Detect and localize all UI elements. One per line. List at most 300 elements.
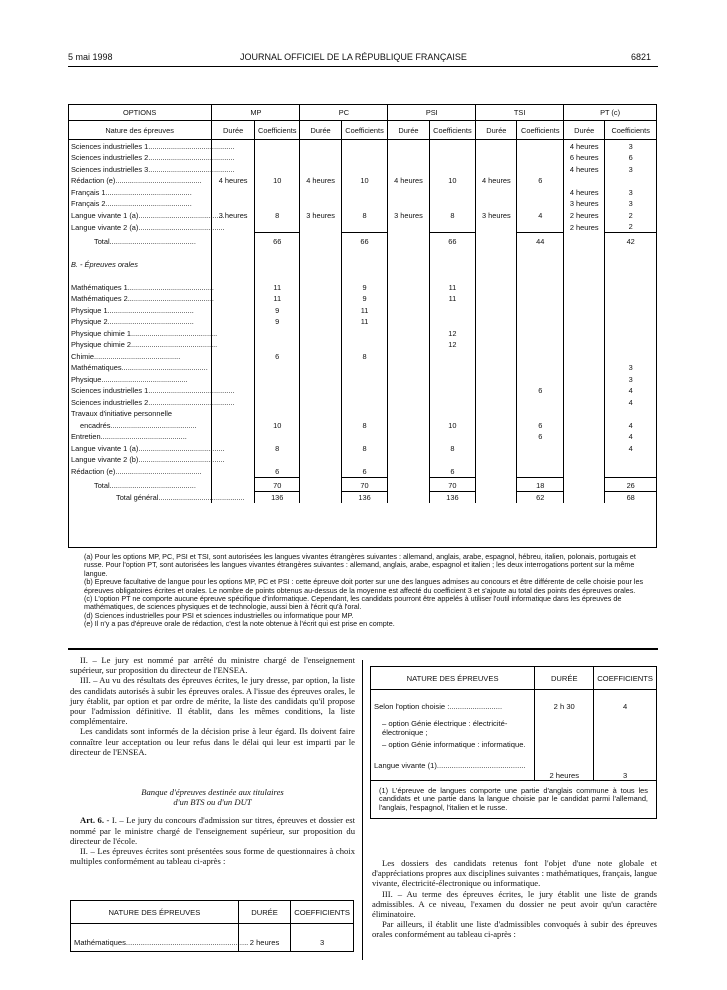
footnote-e: (e) Il n'y a pas d'épreuve orale de rédaction, c'est la note obtenue à l'écrit qui est prise en compte. [84, 619, 395, 629]
coef-cell: 6 [255, 465, 300, 477]
coef-header: Coefficients [429, 121, 476, 140]
duree-cell [564, 258, 605, 270]
duree-cell [476, 491, 517, 503]
duree-cell [300, 362, 341, 374]
coef-cell: 11 [255, 293, 300, 305]
duree-cell [476, 477, 517, 491]
table-row [68, 175, 656, 187]
coef-cell [517, 408, 564, 420]
qcm-coef-header: COEFFICIENTS [291, 901, 354, 924]
column-divider [362, 660, 363, 960]
coef-cell: 6 [255, 350, 300, 362]
duree-cell [212, 247, 255, 259]
coef-cell: 6 [341, 465, 388, 477]
coef-cell: 8 [255, 209, 300, 221]
duree-cell: 3 heures [300, 209, 341, 221]
coef-cell: 11 [255, 281, 300, 293]
row-label: Sciences industrielles 2.......................................... [71, 397, 235, 407]
coef-cell: 12 [429, 339, 476, 351]
coef-cell: 2 [605, 221, 656, 233]
coef-cell: 3 [605, 362, 656, 374]
duree-cell [388, 281, 429, 293]
duree-header: Durée [212, 121, 255, 140]
coef-cell [429, 362, 476, 374]
duree-cell [564, 339, 605, 351]
coef-cell [341, 152, 388, 164]
table-row [68, 396, 656, 408]
coef-cell [341, 327, 388, 339]
paragraph: Les dossiers des candidats retenus font l'objet d'une note globale et d'appréciations propres aux disciplines suivantes : mathématiques, français, langue vivante, électricité-électronique ou informatique. [372, 858, 657, 889]
coef-cell [341, 198, 388, 210]
coef-cell [341, 431, 388, 443]
table-row [68, 304, 656, 316]
duree-cell [300, 316, 341, 328]
duree-cell [564, 385, 605, 397]
duree-cell: 3 heures [388, 209, 429, 221]
duree-cell: 6 heures [564, 152, 605, 164]
row-label: Total général.......................................... [116, 493, 245, 502]
coef-cell: 2 [605, 209, 656, 221]
coef-cell [429, 270, 476, 282]
duree-cell [300, 396, 341, 408]
duree-cell [476, 304, 517, 316]
article-text: - I. – Le jury du concours d'admission sur titres, épreuves et dossier est nommé par le ministre chargé de l'enseignement supérieur, sur proposition du directeur de l'école. [70, 815, 356, 846]
coef-cell [255, 431, 300, 443]
coef-cell: 11 [341, 304, 388, 316]
coef-header: Coefficients [605, 121, 656, 140]
row-label: Chimie.......................................... [71, 351, 181, 361]
coef-cell [605, 247, 656, 259]
duree-cell [300, 408, 341, 420]
coef-cell: 8 [341, 419, 388, 431]
table-row [68, 385, 656, 397]
main-exam-table [68, 104, 656, 503]
duree-cell [564, 362, 605, 374]
coef-cell [429, 316, 476, 328]
duree-cell [388, 373, 429, 385]
table-row [68, 233, 656, 247]
coef-cell [605, 350, 656, 362]
section-heading: Banque d'épreuves destinée aux titulaires [141, 787, 284, 798]
coef-cell [341, 247, 388, 259]
duree-cell [388, 293, 429, 305]
coef-cell [341, 408, 388, 420]
coef-cell [255, 362, 300, 374]
header-rule [68, 66, 658, 67]
row-label: Langue vivante 1 (a).......................................... [71, 443, 225, 453]
row-label: Rédaction (e).......................................... [71, 176, 202, 185]
duree-cell [212, 198, 255, 210]
coef-cell [517, 163, 564, 175]
coef-cell [429, 152, 476, 164]
duree-cell [476, 327, 517, 339]
duree-cell [212, 465, 255, 477]
section-rule [68, 648, 658, 650]
coef-cell: 6 [517, 419, 564, 431]
coef-cell [341, 258, 388, 270]
coef-cell [255, 152, 300, 164]
duree-cell [476, 431, 517, 443]
coef-cell [429, 163, 476, 175]
duree-cell: 4 heures [564, 140, 605, 152]
coef-cell [429, 198, 476, 210]
duree-cell [476, 221, 517, 233]
duree-cell: 4 heures [564, 163, 605, 175]
coef-cell [341, 373, 388, 385]
duree-cell [388, 350, 429, 362]
coef-cell [255, 163, 300, 175]
duree-cell [564, 454, 605, 466]
duree-cell: 4 heures [300, 175, 341, 187]
coef-cell: 9 [341, 293, 388, 305]
coef-cell: 70 [255, 477, 300, 491]
table-row [68, 316, 656, 328]
coef-cell: 8 [341, 350, 388, 362]
coef-cell [341, 270, 388, 282]
coef-cell [517, 152, 564, 164]
table-row [68, 293, 656, 305]
coef-cell [429, 186, 476, 198]
row-label: Travaux d'initiative personnelle [71, 409, 172, 418]
duree-cell [564, 233, 605, 247]
duree-cell [564, 247, 605, 259]
row-label: Physique chimie 2.......................................... [71, 340, 218, 349]
written-exam-table [370, 666, 657, 819]
duree-cell [476, 373, 517, 385]
table-row [68, 221, 656, 233]
duree-header: Durée [300, 121, 341, 140]
coef-cell: 62 [517, 491, 564, 503]
coef-cell: 136 [429, 491, 476, 503]
duree-cell: 3 heures [212, 209, 255, 221]
coef-cell [255, 385, 300, 397]
duree-cell [476, 233, 517, 247]
qcm-duree-header: DURÉE [238, 901, 291, 924]
duree-cell [212, 350, 255, 362]
coef-cell [517, 281, 564, 293]
table-row [68, 281, 656, 293]
duree-cell [388, 233, 429, 247]
coef-cell: 3 [605, 140, 656, 152]
duree-cell [300, 491, 341, 503]
coef-cell [255, 373, 300, 385]
qcm-nature-header: NATURE DES ÉPREUVES [71, 901, 239, 924]
written-coef-header: COEFFICIENTS [594, 667, 657, 690]
coef-cell [605, 258, 656, 270]
duree-cell [564, 327, 605, 339]
header-journal: JOURNAL OFFICIEL DE LA RÉPUBLIQUE FRANÇAISE [240, 52, 467, 62]
duree-cell [212, 339, 255, 351]
row-label: Physique 1.......................................... [71, 305, 194, 315]
duree-cell [388, 247, 429, 259]
footnote-d: (d) Sciences industrielles pour PSI et sciences industrielles ou informatique pour MP. [84, 610, 354, 620]
table-footnotes [84, 553, 654, 629]
coef-cell: 6 [517, 431, 564, 443]
coef-cell: 3 [605, 198, 656, 210]
coef-cell [429, 140, 476, 152]
qcm-row-duree: 2 heures [238, 924, 291, 952]
option-pc: PC [300, 104, 388, 121]
duree-cell [300, 293, 341, 305]
duree-cell: 4 heures [388, 175, 429, 187]
option-pt: PT (c) [564, 104, 656, 121]
coef-cell [605, 304, 656, 316]
duree-cell: 2 heures [564, 221, 605, 233]
table-row [68, 442, 656, 454]
duree-cell [564, 373, 605, 385]
coef-cell [429, 350, 476, 362]
options-label: OPTIONS [68, 104, 212, 121]
coef-cell [517, 221, 564, 233]
duree-cell [476, 339, 517, 351]
duree-cell: 4 heures [212, 175, 255, 187]
coef-cell: 8 [429, 209, 476, 221]
duree-cell [564, 477, 605, 491]
duree-cell [476, 465, 517, 477]
duree-cell [388, 431, 429, 443]
coef-cell [517, 316, 564, 328]
row-label: B. - Épreuves orales [71, 259, 138, 269]
coef-cell [605, 316, 656, 328]
table-row [68, 247, 656, 259]
duree-cell [300, 350, 341, 362]
row-label: Physique chimie 1.......................................... [71, 328, 218, 338]
qcm-row-coef: 3 [291, 924, 354, 952]
table-row [68, 362, 656, 374]
table-row [68, 477, 656, 491]
duree-cell: 3 heures [476, 209, 517, 221]
duree-cell [212, 233, 255, 247]
coef-cell [255, 454, 300, 466]
table-row [68, 198, 656, 210]
duree-cell [476, 186, 517, 198]
duree-cell [300, 198, 341, 210]
duree-cell [212, 419, 255, 431]
coef-cell [517, 198, 564, 210]
duree-cell [300, 477, 341, 491]
row-label: Sciences industrielles 2.......................................... [71, 153, 235, 162]
coef-cell [605, 270, 656, 282]
coef-cell [517, 293, 564, 305]
row-label: encadrés.......................................... [80, 420, 197, 430]
duree-cell [476, 198, 517, 210]
qcm-row-label: Mathématiques.......................................................... [74, 938, 249, 947]
coef-cell: 8 [255, 442, 300, 454]
coef-cell: 10 [429, 175, 476, 187]
coef-cell [605, 465, 656, 477]
coef-header: Coefficients [255, 121, 300, 140]
coef-cell [429, 258, 476, 270]
row-label: Langue vivante 2 (b).......................................... [71, 455, 225, 464]
coef-cell [429, 431, 476, 443]
coef-cell: 136 [255, 491, 300, 503]
coef-header: Coefficients [341, 121, 388, 140]
row-label: Sciences industrielles 1.......................................... [71, 386, 235, 395]
table-row [68, 491, 656, 503]
coef-cell [517, 339, 564, 351]
duree-cell [212, 270, 255, 282]
paragraph: III. – Au terme des épreuves écrites, le jury établit une liste de grands admissibles. A ce niveau, l'examen du dossier ne peut avoir qu'un caractère éliminatoire. [372, 888, 657, 920]
coef-cell [517, 258, 564, 270]
coef-cell [517, 350, 564, 362]
coef-cell: 26 [605, 477, 656, 491]
duree-cell [564, 281, 605, 293]
coef-cell: 44 [517, 233, 564, 247]
coef-cell: 8 [429, 442, 476, 454]
duree-cell [212, 281, 255, 293]
duree-cell [300, 431, 341, 443]
row-label: Langue vivante 2 (a).......................................... [71, 222, 225, 232]
coef-cell: 70 [341, 477, 388, 491]
row-label: Total.......................................... [94, 236, 196, 246]
coef-cell [341, 140, 388, 152]
coef-cell: 6 [517, 385, 564, 397]
duree-cell [388, 186, 429, 198]
duree-cell [476, 163, 517, 175]
coef-cell [255, 258, 300, 270]
column-header-row [68, 121, 656, 140]
coef-cell [255, 198, 300, 210]
paragraph: II. – Les épreuves écrites sont présentées sous forme de questionnaires à choix multiples conformément au tableau ci-après : [70, 846, 355, 867]
duree-cell [300, 163, 341, 175]
duree-cell [300, 233, 341, 247]
coef-cell [255, 247, 300, 259]
coef-cell: 12 [429, 327, 476, 339]
duree-cell [388, 198, 429, 210]
duree-cell [300, 442, 341, 454]
coef-cell [605, 293, 656, 305]
coef-cell: 66 [255, 233, 300, 247]
coef-cell [517, 373, 564, 385]
coef-cell: 6 [517, 175, 564, 187]
duree-cell [212, 373, 255, 385]
duree-cell [476, 350, 517, 362]
duree-cell [564, 350, 605, 362]
option-mp: MP [212, 104, 300, 121]
written-nature-header: NATURE DES ÉPREUVES [371, 667, 535, 690]
row-label: Sciences industrielles 1.......................................... [71, 141, 235, 151]
coef-cell [605, 281, 656, 293]
duree-cell [388, 339, 429, 351]
coef-cell [341, 454, 388, 466]
coef-cell [255, 339, 300, 351]
coef-cell: 9 [341, 281, 388, 293]
duree-cell [300, 304, 341, 316]
duree-cell [476, 419, 517, 431]
options-header-row [68, 104, 656, 121]
duree-cell [388, 152, 429, 164]
row-label: Physique 2.......................................... [71, 317, 194, 326]
coef-cell: 3 [605, 373, 656, 385]
written-row-option: Selon l'option choisie :......................... – option Génie électrique : électricité-électronique ; – option Génie informatique : informatique. Langue vivante (1).......................................... [374, 702, 526, 770]
coef-cell [605, 339, 656, 351]
duree-cell [476, 442, 517, 454]
table-row [68, 431, 656, 443]
coef-cell: 4 [605, 419, 656, 431]
duree-header: Durée [476, 121, 517, 140]
written-table-note: (1) L'épreuve de langues comporte une partie d'anglais commune à tous les candidats et une partie dans la langue choisie par le candidat parmi l'allemand, l'anglais, l'espagnol, l'italien et le russe. [371, 781, 657, 819]
row-label: Entretien.......................................... [71, 432, 187, 441]
coef-cell: 66 [429, 233, 476, 247]
row-label: Mathématiques 2.......................................... [71, 294, 214, 303]
coef-cell [517, 304, 564, 316]
duree-cell [212, 431, 255, 443]
table-row [68, 419, 656, 431]
duree-cell [476, 258, 517, 270]
duree-cell [300, 247, 341, 259]
coef-cell [605, 408, 656, 420]
duree-cell [564, 396, 605, 408]
coef-cell [517, 186, 564, 198]
coef-cell: 6 [429, 465, 476, 477]
table-row [68, 350, 656, 362]
coef-cell: 6 [605, 152, 656, 164]
coef-cell [255, 221, 300, 233]
row-label: Langue vivante 1 (a).......................................... [71, 210, 225, 220]
duree-cell [388, 454, 429, 466]
row-label: Français 2.......................................... [71, 199, 192, 208]
coef-cell: 4 [605, 385, 656, 397]
coef-cell [341, 385, 388, 397]
coef-cell [605, 327, 656, 339]
table-row [68, 270, 656, 282]
coef-cell [517, 140, 564, 152]
duree-cell [212, 408, 255, 420]
coef-cell [341, 396, 388, 408]
coef-cell: 10 [255, 419, 300, 431]
duree-cell [388, 304, 429, 316]
duree-cell [388, 140, 429, 152]
duree-cell [300, 454, 341, 466]
coef-cell [429, 221, 476, 233]
table-row [68, 408, 656, 420]
header-page-number: 6821 [631, 52, 652, 62]
coef-cell: 10 [429, 419, 476, 431]
duree-cell [476, 270, 517, 282]
duree-header: Durée [564, 121, 605, 140]
duree-cell [476, 293, 517, 305]
table-row [68, 327, 656, 339]
coef-cell: 11 [429, 293, 476, 305]
duree-cell [564, 408, 605, 420]
duree-cell [300, 281, 341, 293]
article-label: Art. 6. [80, 815, 104, 826]
coef-cell: 3 [605, 186, 656, 198]
coef-cell [429, 304, 476, 316]
duree-cell [388, 316, 429, 328]
duree-cell [476, 454, 517, 466]
duree-cell [388, 419, 429, 431]
row-label: Mathématiques 1.......................................... [71, 282, 214, 292]
duree-cell [388, 221, 429, 233]
duree-cell [476, 152, 517, 164]
coef-cell: 10 [341, 175, 388, 187]
table-row [68, 339, 656, 351]
coef-cell: 11 [429, 281, 476, 293]
qcm-table [70, 900, 354, 952]
coef-cell [255, 327, 300, 339]
paragraph: Par ailleurs, il établit une liste d'admissibles convoqués à subir des épreuves orales conformément au tableau ci-après : [372, 919, 657, 940]
row-label: Mathématiques.......................................... [71, 363, 208, 372]
duree-cell [388, 477, 429, 491]
coef-cell [517, 247, 564, 259]
coef-cell: 4 [605, 442, 656, 454]
duree-cell [300, 419, 341, 431]
coef-cell: 66 [341, 233, 388, 247]
coef-cell [517, 396, 564, 408]
table-row [68, 209, 656, 221]
coef-cell: 11 [341, 316, 388, 328]
